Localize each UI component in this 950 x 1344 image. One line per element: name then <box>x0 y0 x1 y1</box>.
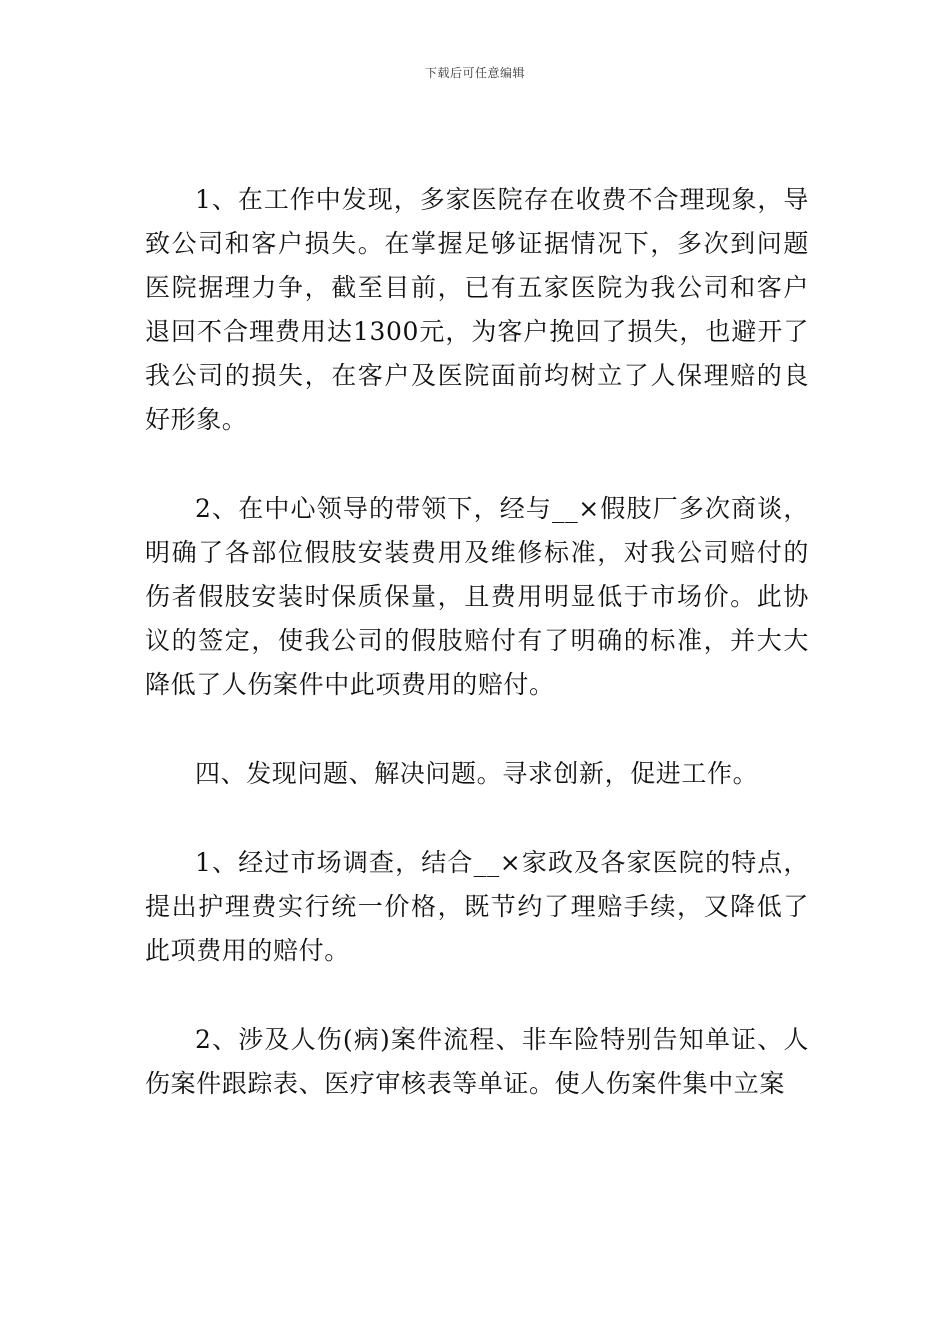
document-body <box>145 178 809 1150</box>
paragraph-3: 1、经过市场调查，结合__×家政及各家医院的特点，提出护理费实行统一价格，既节约了理赔手续，又降低了此项费用的赔付。 <box>145 848 809 965</box>
paragraph-1: 1、在工作中发现，多家医院存在收费不合理现象，导致公司和客户损失。在掌握足够证据情况下，多次到问题医院据理力争，截至目前，已有五家医院为我公司和客户退回不合理费用达1300元，为客户挽回了损失，也避开了我公司的损失，在客户及医院面前均树立了人保理赔的良好形象。 <box>145 185 809 434</box>
paragraph-2: 2、在中心领导的带领下，经与__×假肢厂多次商谈，明确了各部位假肢安装费用及维修标准，对我公司赔付的伤者假肢安装时保质保量，且费用明显低于市场价。此协议的签定，使我公司的假肢赔付有了明确的标准，并大大降低了人伤案件中此项费用的赔付。 <box>145 494 809 699</box>
paragraph-4: 2、涉及人伤(病)案件流程、非车险特别告知单证、人伤案件跟踪表、医疗审核表等单证。使人伤案件集中立案 <box>145 1025 809 1098</box>
section-heading-4: 四、发现问题、解决问题。寻求创新，促进工作。 <box>195 759 759 788</box>
page-header: 下载后可任意编辑 <box>424 66 525 80</box>
